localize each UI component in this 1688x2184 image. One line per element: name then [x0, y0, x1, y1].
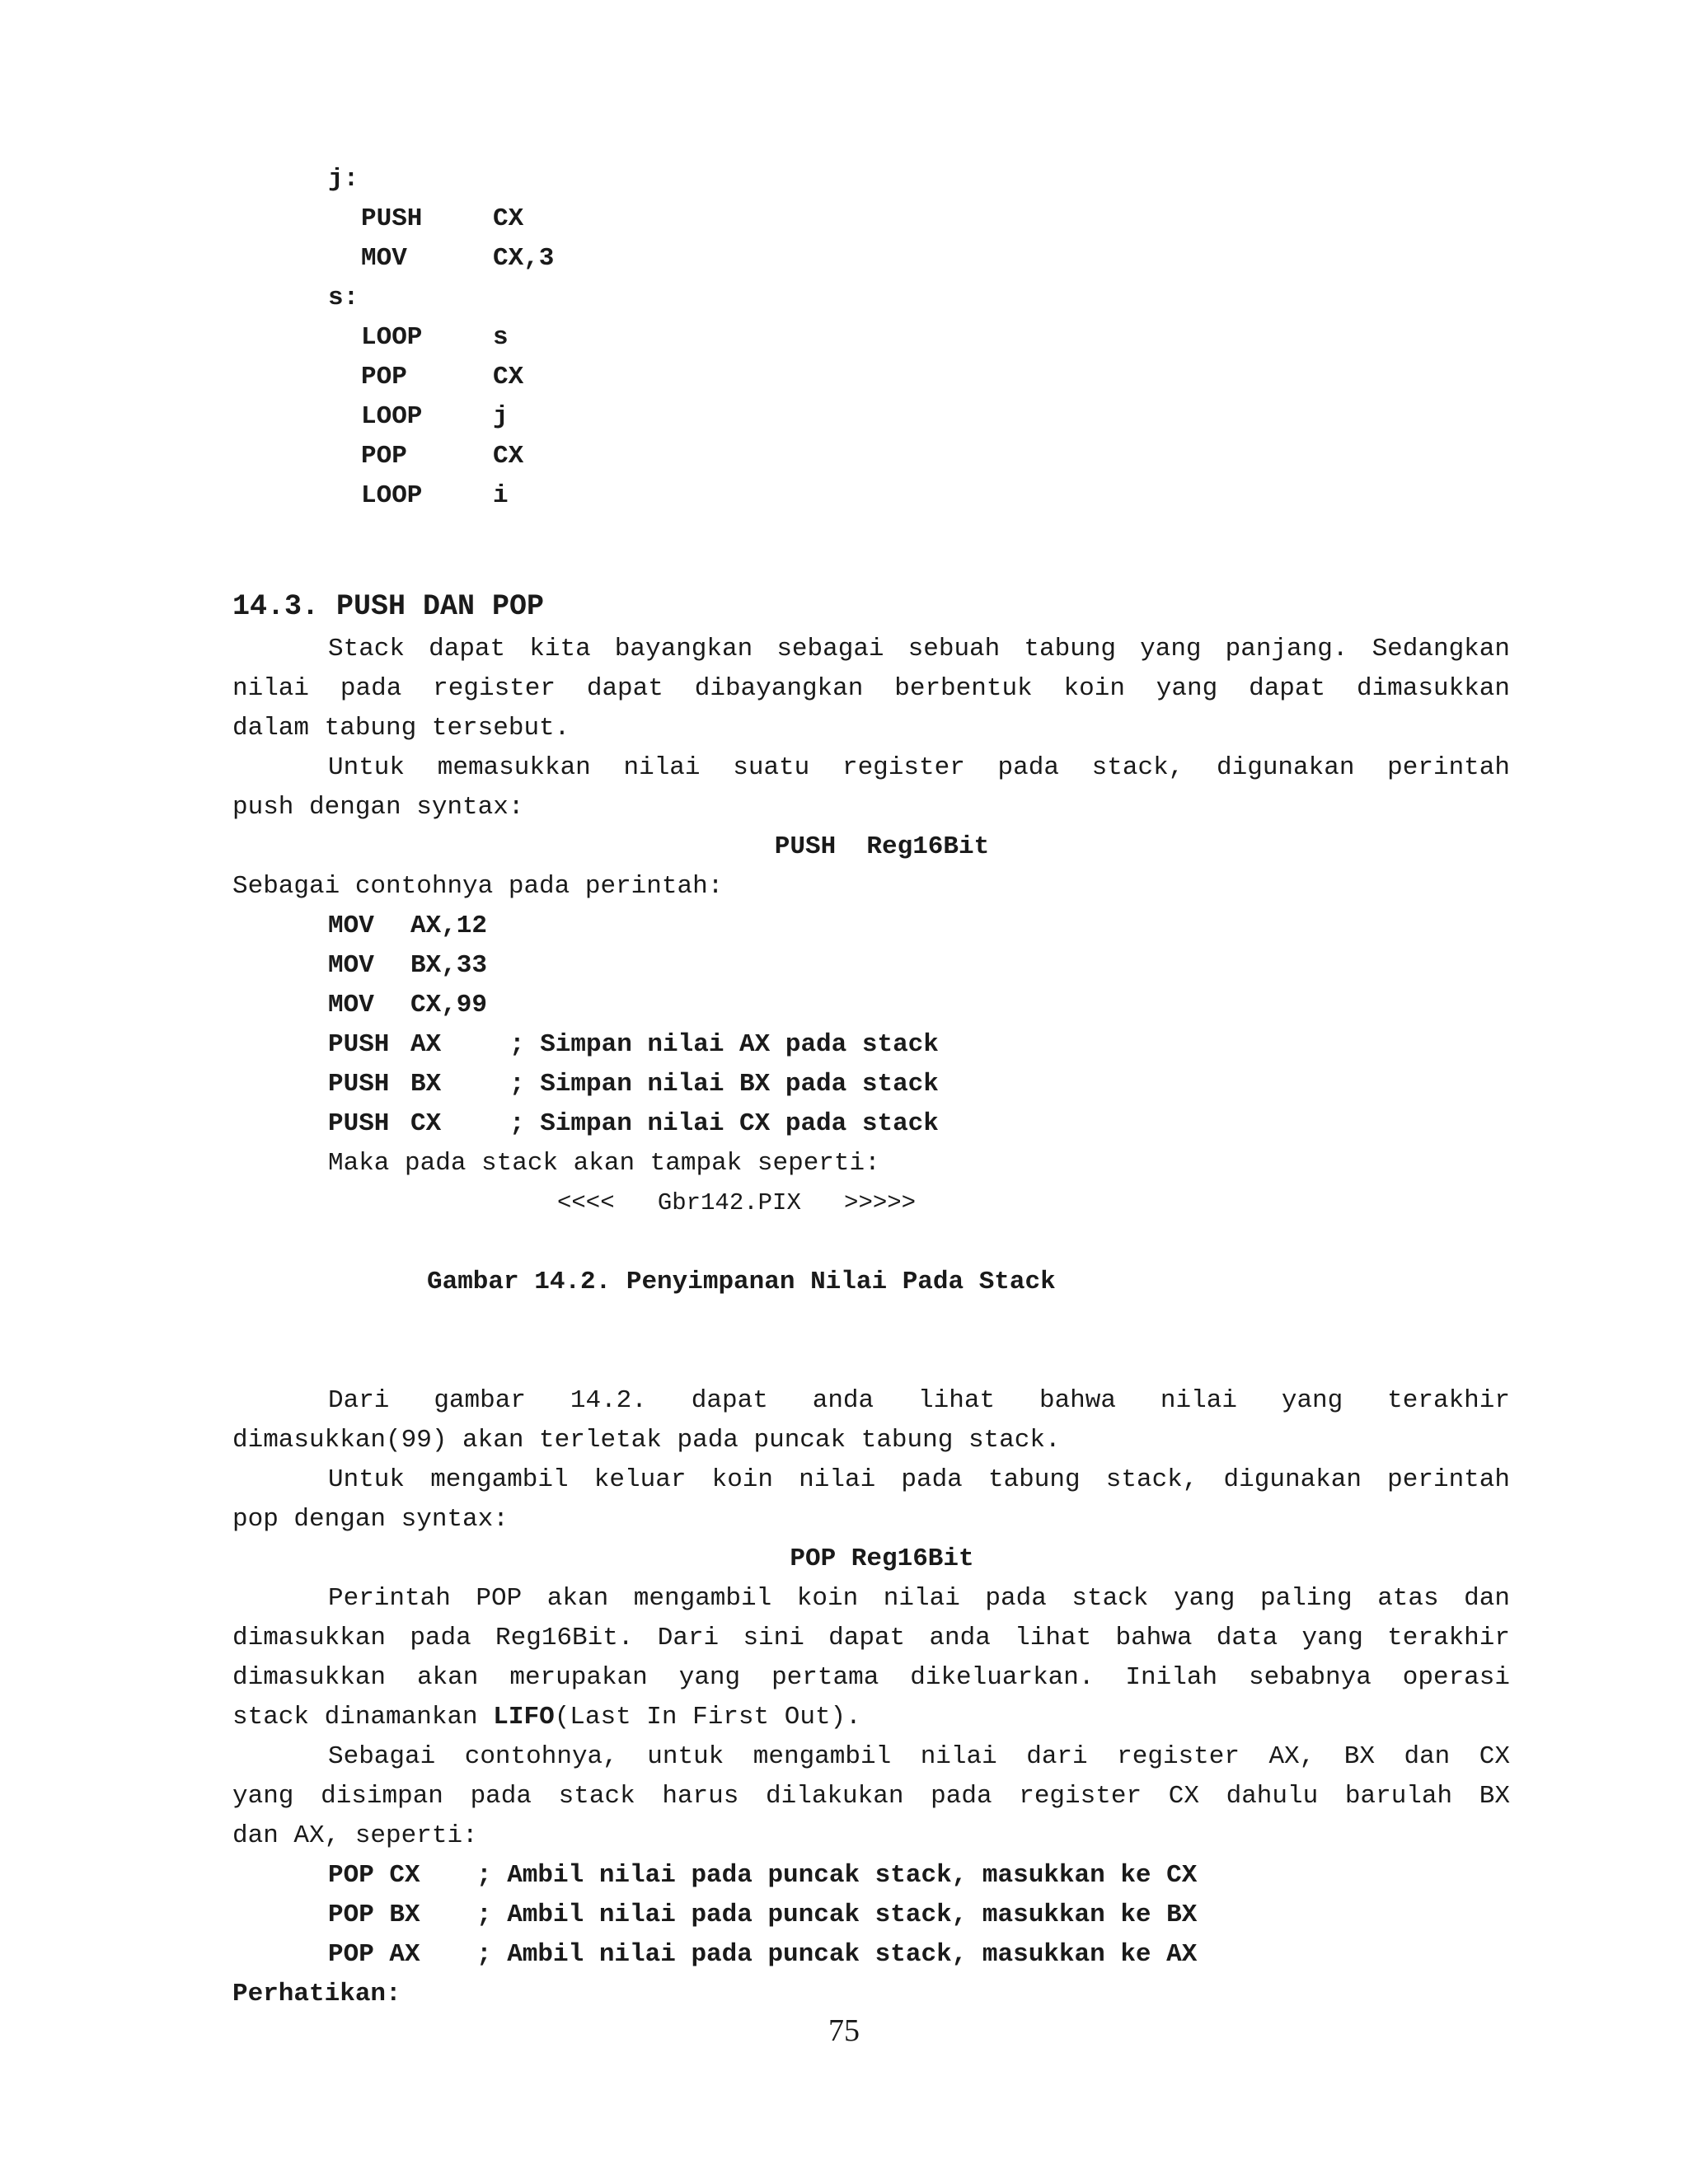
code-line: PUSH AX ; Simpan nilai AX pada stack: [328, 1030, 939, 1059]
paragraph-line: dan AX, seperti:: [232, 1821, 478, 1850]
code-line: MOV CX,99: [328, 991, 488, 1019]
paragraph-line: Sebagai contohnya, untuk mengambil nilai dari register AX, BX dan CX: [328, 1742, 1510, 1771]
perhatikan-label: Perhatikan:: [232, 1980, 401, 2008]
code-line: MOV AX,12: [328, 912, 488, 940]
code-line: POP CX: [361, 363, 524, 391]
code-line: MOV BX,33: [328, 951, 488, 980]
code-line: PUSH CX ; Simpan nilai CX pada stack: [328, 1109, 939, 1138]
paragraph-line: Untuk mengambil keluar koin nilai pada tabung stack, digunakan perintah: [328, 1465, 1510, 1494]
code-line: LOOP j: [361, 402, 509, 431]
push-syntax: PUSH Reg16Bit: [774, 832, 990, 861]
paragraph-line: push dengan syntax:: [232, 793, 524, 822]
figure-placeholder: <<<< Gbr142.PIX >>>>>: [557, 1189, 917, 1216]
paragraph-line: Stack dapat kita bayangkan sebagai sebuah tabung yang panjang. Sedangkan: [328, 635, 1510, 663]
code-line: LOOP s: [361, 323, 509, 352]
example-intro: Sebagai contohnya pada perintah:: [232, 872, 724, 901]
maka-line: Maka pada stack akan tampak seperti:: [328, 1149, 880, 1178]
paragraph-line: dimasukkan pada Reg16Bit. Dari sini dapat anda lihat bahwa data yang terakhir: [232, 1624, 1510, 1652]
paragraph-line: dimasukkan akan merupakan yang pertama dikeluarkan. Inilah sebabnya operasi: [232, 1663, 1510, 1692]
paragraph-line: Dari gambar 14.2. dapat anda lihat bahwa nilai yang terakhir: [328, 1386, 1510, 1415]
paragraph-line: dimasukkan(99) akan terletak pada puncak tabung stack.: [232, 1426, 1061, 1455]
lifo-term: LIFO: [493, 1703, 555, 1732]
paragraph-line: [232, 1701, 861, 1734]
section-heading: 14.3. PUSH DAN POP: [232, 590, 545, 623]
code-line: PUSH BX ; Simpan nilai BX pada stack: [328, 1070, 939, 1099]
code-line: LOOP i: [361, 481, 509, 510]
paragraph-line: yang disimpan pada stack harus dilakukan pada register CX dahulu barulah BX: [232, 1782, 1510, 1811]
code-label: j:: [328, 165, 359, 194]
code-line: PUSH CX: [361, 204, 524, 233]
paragraph-line: pop dengan syntax:: [232, 1505, 509, 1534]
code-line: MOV CX,3: [361, 244, 555, 273]
code-line: POP CX ; Ambil nilai pada puncak stack, masukkan ke CX: [328, 1861, 1198, 1890]
text-segment: (Last In First Out).: [554, 1703, 861, 1732]
page-number: 75: [828, 2013, 860, 2048]
code-line: POP BX ; Ambil nilai pada puncak stack, masukkan ke BX: [328, 1900, 1198, 1929]
code-label: s:: [328, 284, 359, 312]
paragraph-line: nilai pada register dapat dibayangkan berbentuk koin yang dapat dimasukkan: [232, 674, 1510, 703]
figure-caption: Gambar 14.2. Penyimpanan Nilai Pada Stack: [427, 1268, 1056, 1296]
code-line: POP AX ; Ambil nilai pada puncak stack, masukkan ke AX: [328, 1940, 1198, 1969]
code-line: POP CX: [361, 442, 524, 471]
text-segment: stack dinamankan: [232, 1703, 494, 1732]
paragraph-line: dalam tabung tersebut.: [232, 714, 570, 743]
paragraph-line: Perintah POP akan mengambil koin nilai pada stack yang paling atas dan: [328, 1584, 1510, 1613]
pop-syntax: POP Reg16Bit: [790, 1544, 974, 1573]
paragraph-line: Untuk memasukkan nilai suatu register pada stack, digunakan perintah: [328, 753, 1510, 782]
